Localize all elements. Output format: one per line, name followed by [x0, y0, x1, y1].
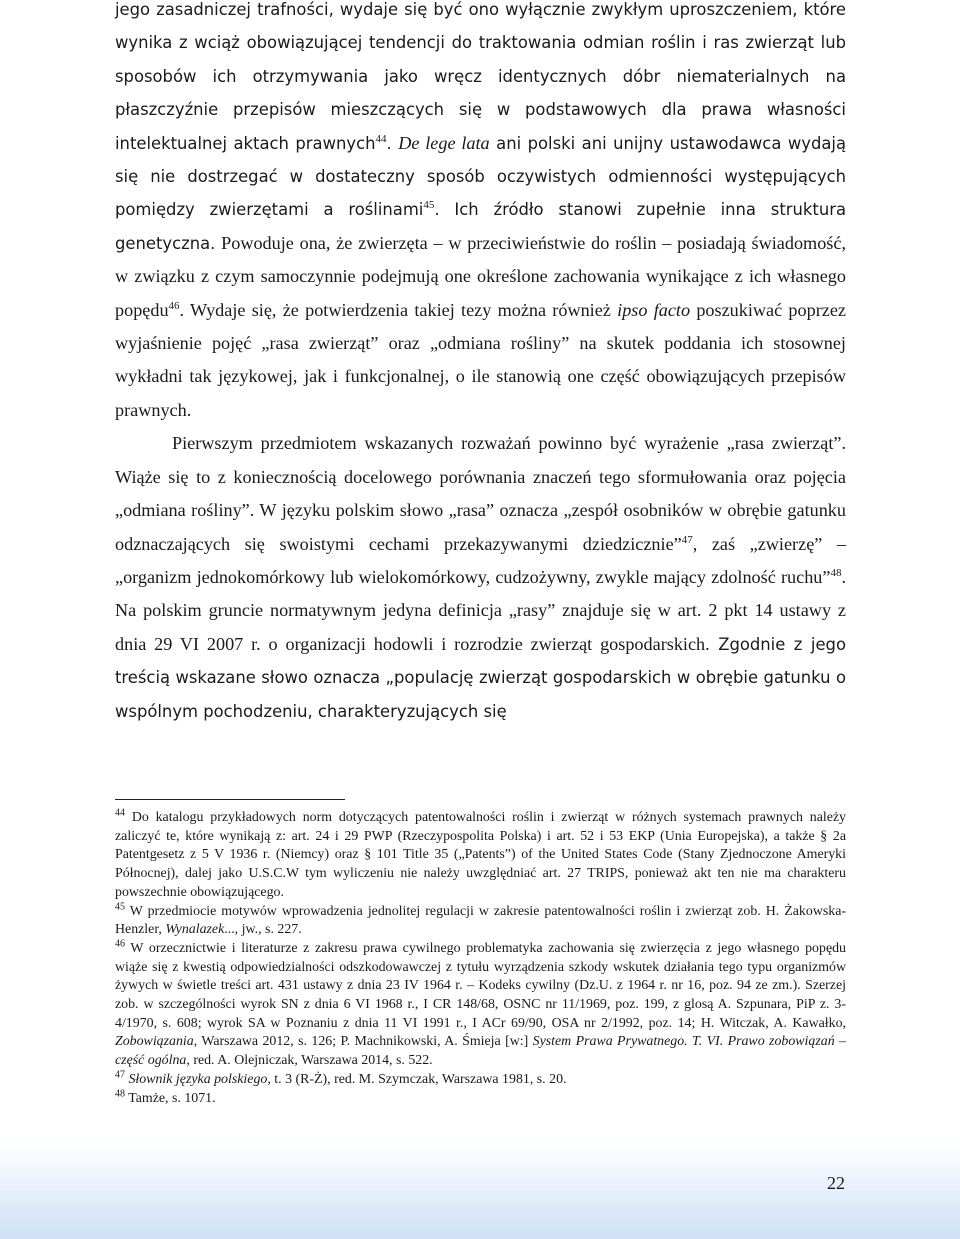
text-run: , zaś „zwierzę” – „organizm jednokomórkowy lub wielokomórkowy, cudzożywny, zwykle mający zdolność ruchu” [115, 533, 847, 587]
footnote-number: 44 [115, 807, 125, 819]
text-run: ani polski ani unijny ustawodawca wydają się nie dostrzegać w dostateczny sposób oczywistych odmienności występujących pomiędzy zwierzętami a roślinami [115, 133, 847, 220]
text-run: poszukiwać poprzez wyjaśnienie pojęć „rasa zwierząt” oraz „odmiana rośliny” na skutek poddania ich stosownej wykładni tak językowej, jak i funkcjonalnej, o ile stanowią one część obowiązujących przepisów prawnych. [115, 299, 846, 420]
emphasis: De lege lata [398, 132, 490, 153]
text-run: . Ich źródło stanowi zupełnie inna struktura genetyczna. [115, 200, 846, 253]
footnote-text: ..., jw., s. 227. [224, 922, 302, 938]
emphasis: Zobowiązania [115, 1034, 194, 1050]
footnote-number: 45 [115, 900, 125, 912]
footnote-ref-47[interactable]: 47 [681, 533, 693, 546]
paragraph-2 [115, 427, 846, 728]
main-text [115, 0, 846, 728]
paragraph-1 [115, 0, 846, 427]
text-run: . Na polskim gruncie normatywnym jedyna definicja „rasy” znajduje się w art. 2 pkt 14 ustawy z dnia 29 VI 2007 r. o organizacji hodowli i rozrodzie zwierząt gospodarskich. [115, 566, 846, 654]
footnote-text: W przedmiocie motywów wprowadzenia jednolitej regulacji w zakresie patentowalności roślin i zwierząt zob. H. Żakowska-Henzler, [115, 903, 846, 938]
text-run: . Wydaje się, że potwierdzenia takiej tezy można również [179, 299, 611, 320]
emphasis: System Prawa Prywatnego. T. VI. Prawo zobowiązań – część ogólna [115, 1034, 846, 1069]
footnote-ref-46[interactable]: 46 [168, 299, 180, 312]
footnote-number: 47 [115, 1069, 125, 1081]
footnote-46 [115, 940, 846, 1071]
footnote-text: , red. A. Olejniczak, Warszawa 2014, s. 522. [186, 1053, 433, 1069]
footnote-text: , Warszawa 2012, s. 126; P. Machnikowski, A. Śmieja [w:] [193, 1034, 533, 1050]
footnote-number: 48 [115, 1087, 125, 1099]
footnote-44 [115, 809, 846, 903]
footer-band [0, 1140, 960, 1239]
text-run: Zgodnie z jego treścią wskazane słowo oznacza „populację zwierząt gospodarskich w obrębie gatunku o wspólnym pochodzeniu, charakteryzujących się [115, 634, 846, 721]
footnote-separator [115, 799, 345, 800]
footnote-text: Do katalogu przykładowych norm dotyczących patentowalności roślin i zwierząt w różnych systemach prawnych należy zaliczyć te, które wynikają z: art. 24 i 29 PWP (Rzeczypospolita Polska) i art. 52 i 53 EKP (Unia Europejska), a także § 2a Patentgesetz z 5 V 1936 r. (Niemcy) oraz § 101 Title 35 („Patents”) of the United States Code (Stany Zjednoczone Ameryki Północnej), dalej jako U.S.C.W tym wyliczeniu nie należy uwzględniać art. 27 TRIPS, ponieważ akt ten nie ma charakteru powszechnie obowiązującego. [115, 810, 846, 900]
footnote-ref-44[interactable]: 44 [375, 132, 387, 145]
emphasis: ipso facto [617, 299, 691, 320]
text-run: . [386, 133, 399, 153]
text-run: Powoduje ona, że zwierzęta – w przeciwieństwie do roślin – posiadają świadomość, w związku z czym samoczynnie podejmują one określone zachowania wynikające z ich własnego popędu [115, 232, 846, 320]
footnote-45 [115, 900, 846, 940]
footnote-47 [115, 1071, 846, 1090]
footnote-ref-48[interactable]: 48 [830, 566, 842, 579]
footnote-text: W orzecznictwie i literaturze z zakresu prawa cywilnego problematyka zachowania się zwierzęcia z jego własnego popędu wiąże się z kwestią odpowiedzialności odszkodowawczej z tytułu wyrządzenia szkody wskutek działania tego typu organizmów żywych w świetle treści art. 431 ustawy z dnia 23 IV 1964 r. – Kodeks cywilny (Dz.U. z 1964 r. nr 16, poz. 94 ze zm.). Szerzej zob. w szczególności wyrok SN z dnia 6 VI 1968 r., I CR 148/68, OSNC nr 11/1969, poz. 199, z glosą A. Szpunara, PiP z. 3-4/1970, s. 608; wyrok SA w Poznaniu z dnia 11 VI 1991 r., I ACr 69/90, OSA nr 2/1992, poz. 14; H. Witczak, A. Kawałko, [115, 940, 846, 1031]
footnote-text: Tamże, s. 1071. [125, 1090, 216, 1106]
footnote-48 [115, 1087, 846, 1109]
emphasis: Wynalazek [165, 922, 225, 938]
page-number: 22 [827, 1173, 845, 1193]
text-run: jego zasadniczej trafności, wydaje się być ono wyłącznie zwykłym uproszczeniem, które wynika z wciąż obowiązującej tendencji do traktowania odmian roślin i ras zwierząt lub sposobów ich otrzymywania jako wręcz identycznych dóbr niematerialnych na płaszczyźnie przepisów mieszczących się w podstawowych dla prawa własności intelektualnej aktach prawnych [115, 0, 846, 153]
footnote-text: , t. 3 (R-Ż), red. M. Szymczak, Warszawa 1981, s. 20. [267, 1071, 567, 1087]
footnote-ref-45[interactable]: 45 [423, 199, 435, 212]
footnote-number: 46 [115, 938, 125, 950]
emphasis: Słownik języka polskiego [125, 1071, 268, 1087]
text-run: Pierwszym przedmiotem wskazanych rozważań powinno być wyrażenie „rasa zwierząt”. Wiąże się to z koniecznością docelowego porównania znaczeń tego sformułowania oraz pojęcia „odmiana rośliny”. W języku polskim słowo „rasa” oznacza „zespół osobników w obrębie gatunku odznaczających się swoistymi cechami przekazywanymi dziedzicznie” [115, 433, 846, 554]
footnotes [115, 809, 846, 1108]
